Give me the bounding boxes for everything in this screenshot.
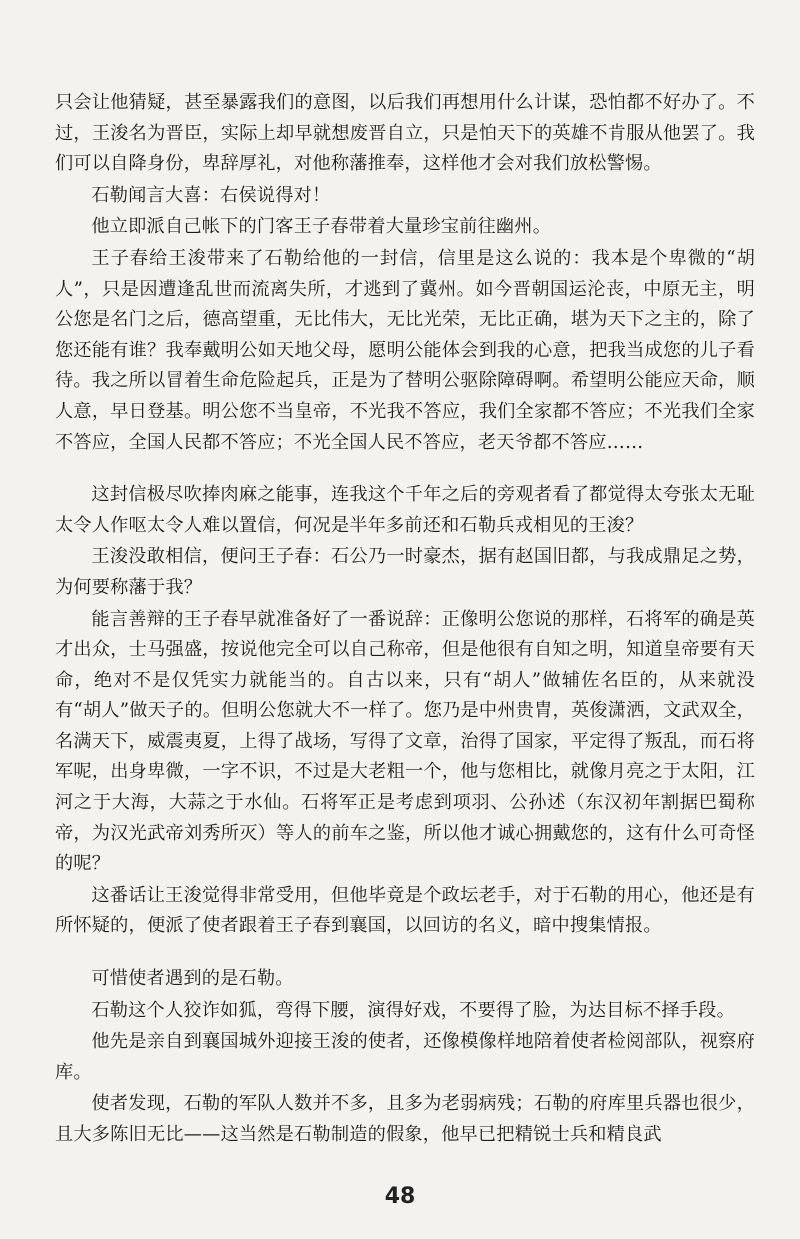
paragraph-3: 他立即派自己帐下的门客王子春带着大量珍宝前往幽州。: [91, 216, 552, 238]
paragraph-5: 这封信极尽吹捧肉麻之能事，连我这个千年之后的旁观者看了都觉得太夸张太无耻太令人作呕太令人难以置信，何况是半年多前还和石勒兵戎相见的王浚？: [55, 484, 755, 536]
page-body: [55, 88, 755, 1151]
paragraph-4: 王子春给王浚带来了石勒给他的一封信，信里是这么说的：我本是个卑微的“胡人”，只是因遭逢乱世而流离失所，才逃到了冀州。如今晋朝国运沦丧，中原无主，明公您是名门之后，德高望重，无比伟大，无比光荣，无比正确，堪为天下之主的，除了您还能有谁？我奉戴明公如天地父母，愿明公能体会到我的心意，把我当成您的儿子看待。我之所以冒着生命危险起兵，正是为了替明公驱除障碍啊。希望明公能应天命，顺人意，早日登基。明公您不当皇帝，不光我不答应，我们全家都不答应；不光我们全家不答应，全国人民都不答应；不光全国人民不答应，老天爷都不答应……: [55, 247, 755, 453]
paragraph-2: 石勒闻言大喜：右侯说得对！: [91, 184, 331, 206]
paragraph-9: 可惜使者遇到的是石勒。: [91, 968, 294, 990]
paragraph-6: 王浚没敢相信，便问王子春：石公乃一时豪杰，据有赵国旧都，与我成鼎足之势，为何要称藩于我？: [55, 546, 755, 598]
paragraph-10: 石勒这个人狡诈如狐，弯得下腰，演得好戏，不要得了脸，为达目标不择手段。: [91, 999, 735, 1021]
paragraph-7: 能言善辩的王子春早就准备好了一番说辞：正像明公您说的那样，石将军的确是英才出众，士马强盛，按说他完全可以自己称帝，但是他很有自知之明，知道皇帝要有天命，绝对不是仅凭实力就能当的。自古以来，只有“胡人”做辅佐名臣的，从来就没有“胡人”做天子的。但明公您就大不一样了。您乃是中州贵胄，英俊潇洒，文武双全，名满天下，威震夷夏，上得了战场，写得了文章，治得了国家，平定得了叛乱，而石将军呢，出身卑微，一字不识，不过是大老粗一个，他与您相比，就像月亮之于太阳，江河之于大海，大蒜之于水仙。石将军正是考虑到项羽、公孙述（东汉初年割据巴蜀称帝，为汉光武帝刘秀所灭）等人的前车之鉴，所以他才诚心拥戴您的，这有什么可奇怪的呢？: [55, 608, 755, 875]
paragraph-8: 这番话让王浚觉得非常受用，但他毕竟是个政坛老手，对于石勒的用心，他还是有所怀疑的，便派了使者跟着王子春到襄国，以回访的名义，暗中搜集情报。: [55, 884, 755, 937]
paragraph-1: 只会让他猜疑，甚至暴露我们的意图，以后我们再想用什么计谋，恐怕都不好办了。不过，王浚名为晋臣，实际上却早就想废晋自立，只是怕天下的英雄不肯服从他罢了。我们可以自降身份，卑辞厚礼，对他称藩推奉，这样他才会对我们放松警惕。: [55, 92, 755, 175]
running-header-bleed: [40, 40, 200, 54]
paragraph-12: 使者发现，石勒的军队人数并不多，且多为老弱病残；石勒的府库里兵器也很少，且大多陈旧无比——这当然是石勒制造的假象，他早已把精锐士兵和精良武: [55, 1093, 755, 1145]
paragraph-11: 他先是亲自到襄国城外迎接王浚的使者，还像模像样地陪着使者检阅部队，视察府库。: [55, 1031, 755, 1083]
page-number: 48: [384, 1184, 416, 1209]
